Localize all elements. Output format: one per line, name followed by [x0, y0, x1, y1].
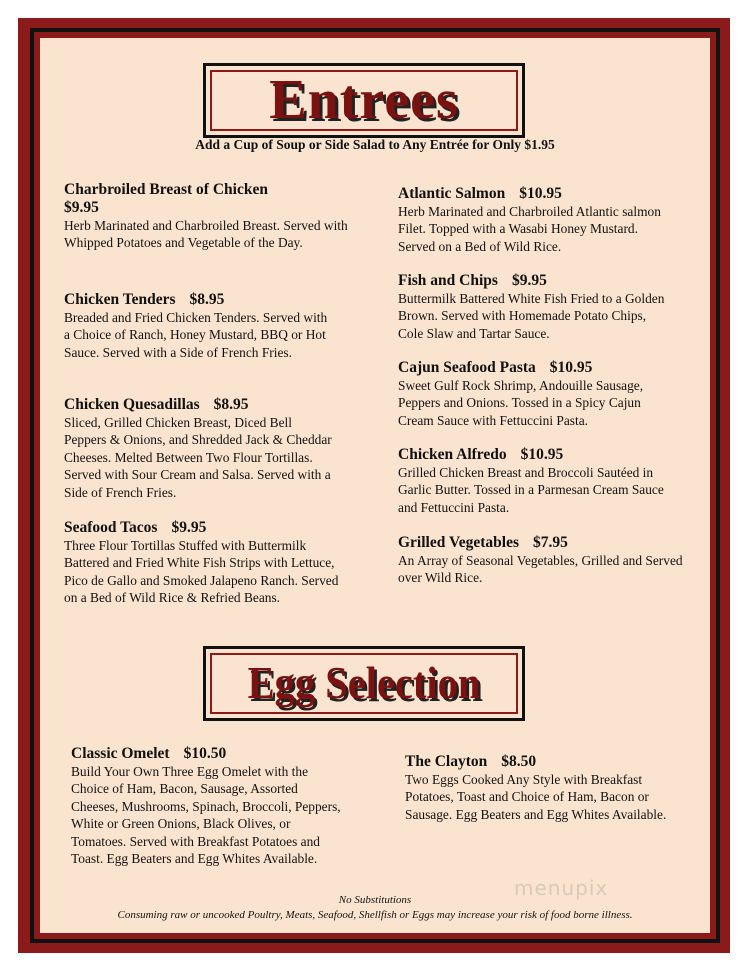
item-name: Cajun Seafood Pasta $10.95 — [398, 359, 593, 376]
menu-item-chicken-tenders — [64, 291, 334, 361]
item-name: Chicken Quesadillas $8.95 — [64, 396, 249, 413]
item-description: Buttermilk Battered White Fish Fried to a Golden Brown. Served with Homemade Potato Chips, Cole Slaw and Tartar Sauce. — [398, 291, 665, 341]
item-description: Grilled Chicken Breast and Broccoli Sautéed in Garlic Butter. Tossed in a Parmesan Cream Sauce and Fettuccini Pasta. — [398, 465, 664, 515]
item-name: Seafood Tacos $9.95 — [64, 519, 207, 536]
menu-item-fish-and-chips — [398, 272, 668, 342]
menu-item-classic-omelet — [71, 745, 346, 867]
item-description: Two Eggs Cooked Any Style with Breakfast Potatoes, Toast and Choice of Ham, Bacon or Sausage. Egg Beaters and Egg Whites Available. — [405, 772, 667, 822]
egg-selection-title: Egg Selection — [247, 657, 481, 708]
item-description: Breaded and Fried Chicken Tenders. Served with a Choice of Ranch, Honey Mustard, BBQ or Hot Sauce. Served with a Side of French Fries. — [64, 310, 328, 360]
entrees-subtitle: Add a Cup of Soup or Side Salad to Any Entrée for Only $1.95 — [195, 137, 555, 152]
menu-item-chicken-quesadillas — [64, 396, 334, 501]
item-description: An Array of Seasonal Vegetables, Grilled and Served over Wild Rice. — [398, 553, 683, 586]
item-description: Build Your Own Three Egg Omelet with the Choice of Ham, Bacon, Sausage, Assorted Cheeses, Mushrooms, Spinach, Broccoli, Peppers, White or Green Onions, Black Olives, or Tomatoes. Served with Breakfast Potatoes and Toast. Egg Beaters and Egg Whites Available. — [71, 764, 341, 867]
item-description: Herb Marinated and Charbroiled Breast. Served with Whipped Potatoes and Vegetable of the Day. — [64, 218, 348, 251]
egg-selection-title-box — [203, 646, 525, 721]
item-description: Sliced, Grilled Chicken Breast, Diced Bell Peppers & Onions, and Shredded Jack & Cheddar Cheeses. Melted Between Two Flour Tortillas. Served with Sour Cream and Salsa. Served with a Side of French Fries. — [64, 415, 332, 500]
menupix-watermark: menupix — [514, 876, 609, 900]
item-name: Grilled Vegetables $7.95 — [398, 534, 568, 551]
menu-item-atlantic-salmon — [398, 185, 678, 255]
item-name: The Clayton $8.50 — [405, 753, 537, 770]
footer-health-warning: Consuming raw or uncooked Poultry, Meats, Seafood, Shellfish or Eggs may increase your risk of food borne illness. — [117, 909, 633, 921]
item-name: Atlantic Salmon $10.95 — [398, 185, 562, 202]
item-name: Fish and Chips $9.95 — [398, 272, 547, 289]
item-description: Three Flour Tortillas Stuffed with Buttermilk Battered and Fried White Fish Strips with Lettuce, Pico de Gallo and Smoked Jalapeno Ranch. Served on a Bed of Wild Rice & Refried Beans. — [64, 538, 339, 606]
menu-item-the-clayton — [405, 753, 685, 823]
item-name: Classic Omelet $10.50 — [71, 745, 227, 762]
menu-item-charbroiled-chicken — [64, 181, 354, 252]
menu-item-chicken-alfredo — [398, 446, 673, 516]
item-name: Chicken Alfredo $10.95 — [398, 446, 564, 463]
menu-item-seafood-tacos — [64, 519, 339, 607]
item-description: Herb Marinated and Charbroiled Atlantic salmon Filet. Topped with a Wasabi Honey Mustard. Served on a Bed of Wild Rice. — [398, 204, 661, 254]
entrees-title: Entrees — [269, 69, 459, 131]
item-description: Sweet Gulf Rock Shrimp, Andouille Sausage, Peppers and Onions. Tossed in a Spicy Cajun Cream Sauce with Fettuccini Pasta. — [398, 378, 644, 428]
item-name: Charbroiled Breast of Chicken $9.95 — [64, 181, 268, 216]
menu-item-grilled-vegetables — [398, 534, 698, 587]
item-name: Chicken Tenders $8.95 — [64, 291, 225, 308]
menu-item-cajun-seafood-pasta — [398, 359, 673, 429]
entrees-title-box — [203, 63, 525, 138]
footer-no-substitutions: No Substitutions — [338, 894, 412, 906]
